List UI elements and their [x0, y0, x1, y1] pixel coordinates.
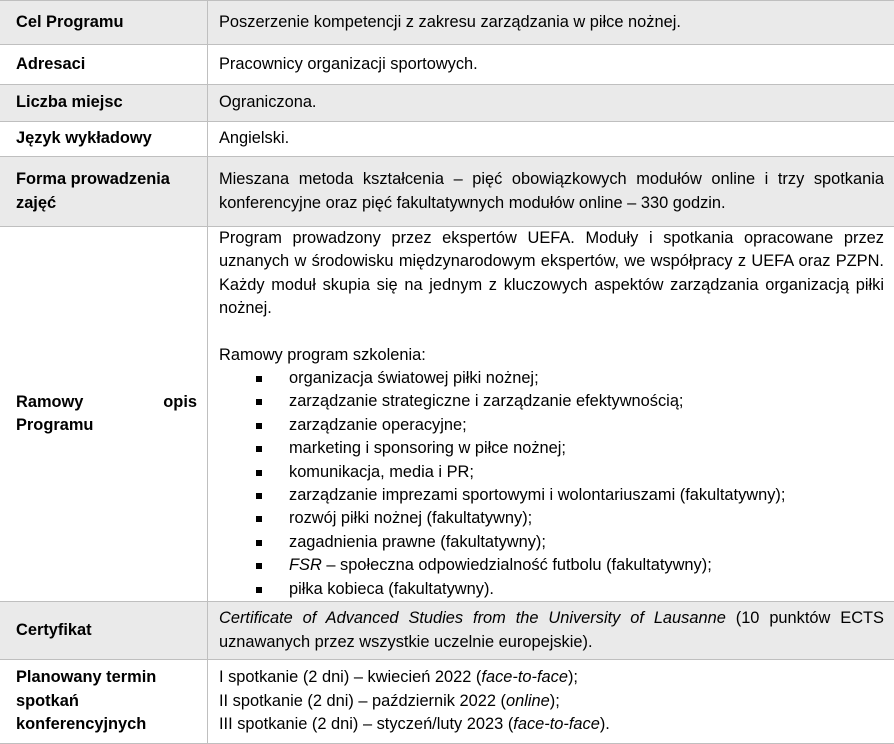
label-word: opis [163, 391, 197, 414]
program-intro: Program prowadzony przez ekspertów UEFA. Moduły i spotkania opracowane przez uznanych w środowisku międzynarodowym ekspertów, we współpracy z UEFA oraz PZPN. Każdy moduł skupia się na jednym z kluczowych aspektów zarządzania organizacją piłki nożnej. [219, 227, 884, 321]
row-value: Poszerzenie kompetencji z zakresu zarządzania w piłce nożnej. [208, 1, 894, 45]
meeting-text: III spotkanie (2 dni) – styczeń/luty 2023 ( [219, 715, 513, 733]
meeting-text: ); [550, 692, 560, 710]
list-item: zarządzanie imprezami sportowymi i wolontariuszami (fakultatywny); [256, 484, 884, 507]
fsr-term: FSR [289, 556, 322, 574]
list-item: piłka kobieca (fakultatywny). [256, 578, 884, 601]
row-liczba [0, 85, 894, 122]
certificate-title: Certificate of Advanced Studies from the University of Lausanne [219, 609, 726, 627]
list-item: komunikacja, media i PR; [256, 461, 884, 484]
row-label: Certyfikat [0, 602, 208, 660]
list-item: marketing i sponsoring w piłce nożnej; [256, 437, 884, 460]
meeting-line [219, 666, 884, 689]
list-item: rozwój piłki nożnej (fakultatywny); [256, 507, 884, 530]
certificate-note: (10 punktów ECTS uznawanych przez wszystkie uczelnie europejskie). [219, 609, 884, 650]
row-label: Język wykładowy [0, 122, 208, 157]
row-cel [0, 1, 894, 45]
row-label: Adresaci [0, 45, 208, 85]
row-jezyk [0, 122, 894, 157]
program-list [219, 367, 884, 601]
meeting-text: ); [568, 668, 578, 686]
program-list-title: Ramowy program szkolenia: [219, 344, 884, 367]
row-opis [0, 227, 894, 602]
row-value: Pracownicy organizacji sportowych. [208, 45, 894, 85]
row-adresaci [0, 45, 894, 85]
row-value [208, 660, 894, 744]
list-item: zagadnienia prawne (fakultatywny); [256, 531, 884, 554]
list-item: zarządzanie operacyjne; [256, 414, 884, 437]
meeting-mode: face-to-face [481, 668, 568, 686]
fsr-text: – społeczna odpowiedzialność futbolu (fakultatywny); [322, 556, 712, 574]
meeting-mode: online [506, 692, 550, 710]
meeting-line [219, 690, 884, 713]
label-word: Ramowy [16, 391, 83, 414]
meeting-text: I spotkanie (2 dni) – kwiecień 2022 ( [219, 668, 481, 686]
list-item: zarządzanie strategiczne i zarządzanie efektywnością; [256, 390, 884, 413]
row-forma [0, 157, 894, 227]
row-value [208, 227, 894, 602]
row-label: Forma prowadzenia zajęć [0, 157, 208, 227]
row-value: Angielski. [208, 122, 894, 157]
row-label: Planowany termin spotkań konferencyjnych [0, 660, 208, 744]
row-label [0, 227, 208, 602]
row-label: Cel Programu [0, 1, 208, 45]
row-value [208, 602, 894, 660]
meeting-text: ). [600, 715, 610, 733]
row-termin [0, 660, 894, 744]
row-certyfikat [0, 602, 894, 660]
meeting-mode: face-to-face [513, 715, 600, 733]
list-item [256, 554, 884, 577]
row-value: Ograniczona. [208, 85, 894, 122]
list-item: organizacja światowej piłki nożnej; [256, 367, 884, 390]
row-value: Mieszana metoda kształcenia – pięć obowiązkowych modułów online i trzy spotkania konferencyjne oraz pięć fakultatywnych modułów online – 330 godzin. [208, 157, 894, 227]
meeting-line [219, 713, 884, 736]
label-word: Programu [16, 414, 197, 437]
meeting-text: II spotkanie (2 dni) – październik 2022 ( [219, 692, 506, 710]
row-label: Liczba miejsc [0, 85, 208, 122]
